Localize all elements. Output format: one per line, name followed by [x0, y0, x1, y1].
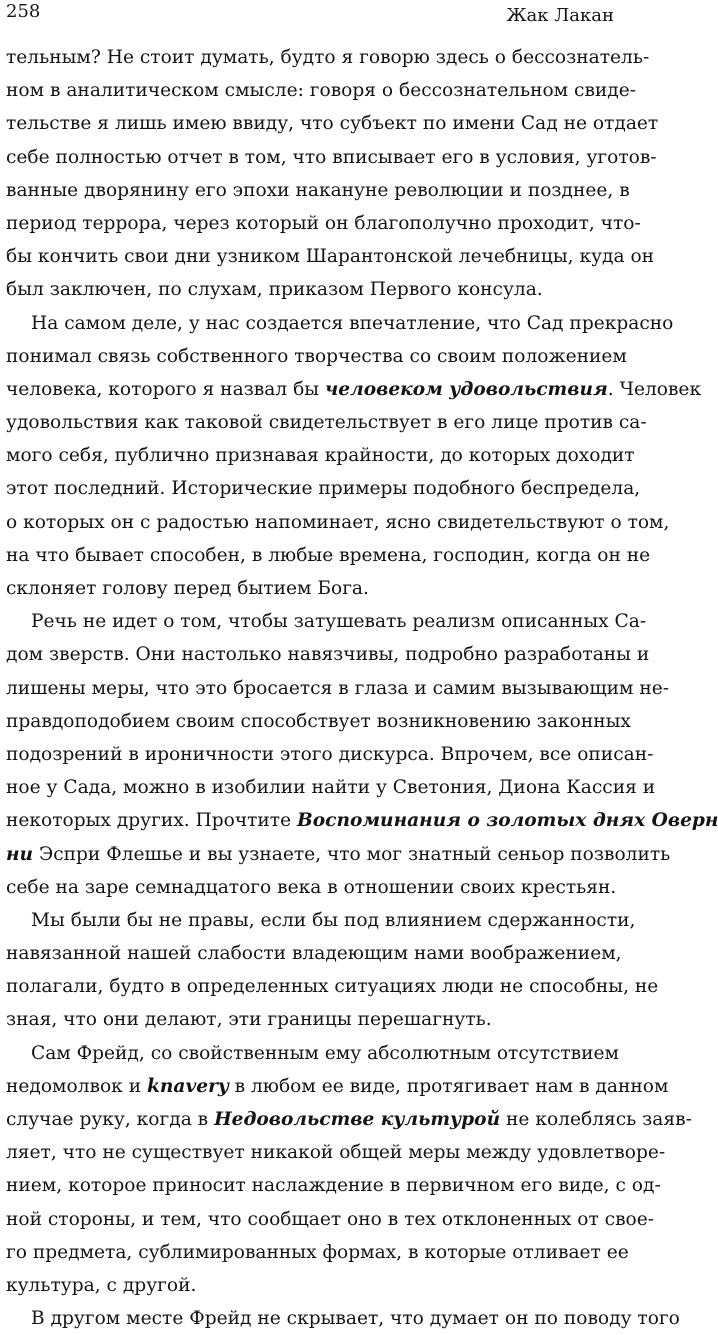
- text-segment: нием, которое приносит наслаждение в первичном его виде, с од-: [6, 1175, 661, 1197]
- text-line: [0, 738, 654, 771]
- italic-phrase: knavery: [147, 1075, 229, 1097]
- text-line: [0, 871, 620, 904]
- text-line: [0, 1037, 620, 1070]
- text-segment: был заключен, по слухам, приказом Первого консула.: [6, 279, 543, 301]
- text-line: [0, 1169, 661, 1202]
- italic-phrase: ни: [6, 843, 34, 865]
- text-line: [0, 672, 670, 705]
- text-line: [0, 273, 620, 306]
- text-segment: тельстве я лишь имею ввиду, что субъект по имени Сад не отдает: [6, 113, 659, 135]
- text-segment: понимал связь собственного творчества со своим положением: [6, 345, 627, 367]
- text-line: [0, 539, 651, 572]
- text-line: [0, 340, 627, 373]
- text-segment: некоторых других. Прочтите: [6, 810, 298, 832]
- text-line: [0, 1136, 666, 1169]
- running-head: Жак Лакан: [506, 5, 614, 26]
- text-segment: подозрений в ироничности этого дискурса. Впрочем, все описан-: [6, 743, 654, 765]
- text-segment: ляет, что не существует никакой общей меры между удовлетворе-: [6, 1142, 666, 1164]
- text-segment: культура, с другой.: [6, 1274, 197, 1296]
- page-number: 258: [6, 1, 41, 22]
- text-segment: о которых он с радостью напоминает, ясно свидетельствуют о том,: [6, 511, 670, 533]
- text-line: [0, 705, 631, 738]
- text-segment: бы кончить свои дни узником Шарантонской лечебницы, куда он: [6, 246, 655, 268]
- text-segment: не колеблясь заяв-: [500, 1109, 692, 1130]
- text-segment: себе на заре семнадцатого века в отношении своих крестьян.: [6, 876, 617, 898]
- text-line: [0, 1269, 620, 1302]
- text-line: [0, 804, 718, 837]
- text-segment: . Человек: [607, 378, 702, 400]
- text-segment: этот последний. Исторические примеры подобного беспредела,: [6, 478, 641, 500]
- text-line: [0, 107, 659, 140]
- text-segment: Речь не идет о том, чтобы затушевать реализм описанных Са-: [31, 611, 647, 633]
- text-line: [0, 207, 641, 240]
- text-line: [0, 904, 636, 937]
- text-segment: Эспри Флешье и вы узнаете, что мог знатный сеньор позволить: [33, 843, 671, 865]
- text-line: [0, 141, 657, 174]
- italic-phrase: Недовольстве культурой: [214, 1109, 501, 1130]
- text-segment: го предмета, сублимированных формах, в которые отливает ее: [6, 1241, 629, 1263]
- text-line: [0, 937, 620, 970]
- text-line: [0, 406, 647, 439]
- italic-phrase: Воспоминания о золотых днях Оверн: [297, 810, 718, 832]
- text-line: [0, 240, 655, 273]
- text-line: [0, 970, 659, 1003]
- body-text: [0, 41, 718, 1335]
- text-line: [0, 1236, 629, 1269]
- text-line: [0, 174, 630, 207]
- text-segment: ной стороны, и тем, что сообщает оно в тех отклоненных от свое-: [6, 1208, 655, 1230]
- text-segment: ное у Сада, можно в изобилии найти у Светония, Диона Кассия и: [6, 777, 656, 799]
- text-line: [0, 1070, 669, 1103]
- text-line: [0, 439, 635, 472]
- text-line: [0, 1103, 692, 1136]
- text-line: [0, 638, 650, 671]
- text-segment: мого себя, публично признавая крайности, до которых доходит: [6, 445, 635, 467]
- text-segment: навязанной нашей слабости владеющим нами воображением,: [6, 943, 622, 965]
- text-line: [0, 307, 674, 340]
- text-segment: полагали, будто в определенных ситуациях люди не способны, не: [6, 976, 659, 998]
- text-line: [0, 1203, 655, 1236]
- text-line: [0, 506, 670, 539]
- text-line: [0, 373, 702, 406]
- text-segment: склоняет голову перед бытием Бога.: [6, 578, 369, 599]
- text-line: [0, 1003, 620, 1036]
- italic-phrase: человеком удовольствия: [324, 378, 608, 400]
- text-segment: ном в аналитическом смысле: говоря о бессознательном свиде-: [6, 80, 637, 102]
- text-segment: период террора, через который он благополучно проходит, что-: [6, 212, 641, 234]
- text-segment: на что бывает способен, в любые времена, господин, когда он не: [6, 544, 651, 566]
- text-line: [0, 605, 647, 638]
- text-line: [0, 472, 641, 505]
- text-segment: лишены меры, что это бросается в глаза и самим вызывающим не-: [6, 677, 670, 699]
- text-line: [0, 74, 637, 107]
- text-segment: недомолвок и: [6, 1075, 148, 1097]
- text-segment: случае руку, когда в: [6, 1109, 215, 1130]
- text-segment: ванные дворянину его эпохи накануне революции и позднее, в: [6, 179, 630, 201]
- text-line: [0, 771, 656, 804]
- text-line: [0, 1302, 680, 1335]
- text-line: [0, 572, 620, 605]
- text-line: [0, 838, 671, 871]
- text-segment: Сам Фрейд, со свойственным ему абсолютным отсутствием: [31, 1042, 620, 1064]
- text-segment: удовольствия как таковой свидетельствует в его лице против са-: [6, 412, 647, 434]
- text-segment: дом зверств. Они настолько навязчивы, подробно разработаны и: [6, 644, 650, 666]
- text-segment: На самом деле, у нас создается впечатление, что Сад прекрасно: [31, 312, 674, 334]
- text-segment: В другом месте Фрейд не скрывает, что думает он по поводу того: [31, 1308, 680, 1330]
- text-segment: человека, которого я назвал бы: [6, 378, 325, 400]
- text-segment: в любом ее виде, протягивает нам в данном: [228, 1075, 669, 1097]
- text-line: [0, 41, 650, 74]
- text-segment: Мы были бы не правы, если бы под влиянием сдержанности,: [31, 909, 636, 931]
- text-segment: тельным? Не стоит думать, будто я говорю здесь о бессознатель-: [6, 47, 650, 68]
- text-segment: правдоподобием своим способствует возникновению законных: [6, 710, 631, 732]
- text-segment: зная, что они делают, эти границы перешагнуть.: [6, 1009, 492, 1031]
- text-segment: себе полностью отчет в том, что вписывает его в условия, уготов-: [6, 146, 657, 168]
